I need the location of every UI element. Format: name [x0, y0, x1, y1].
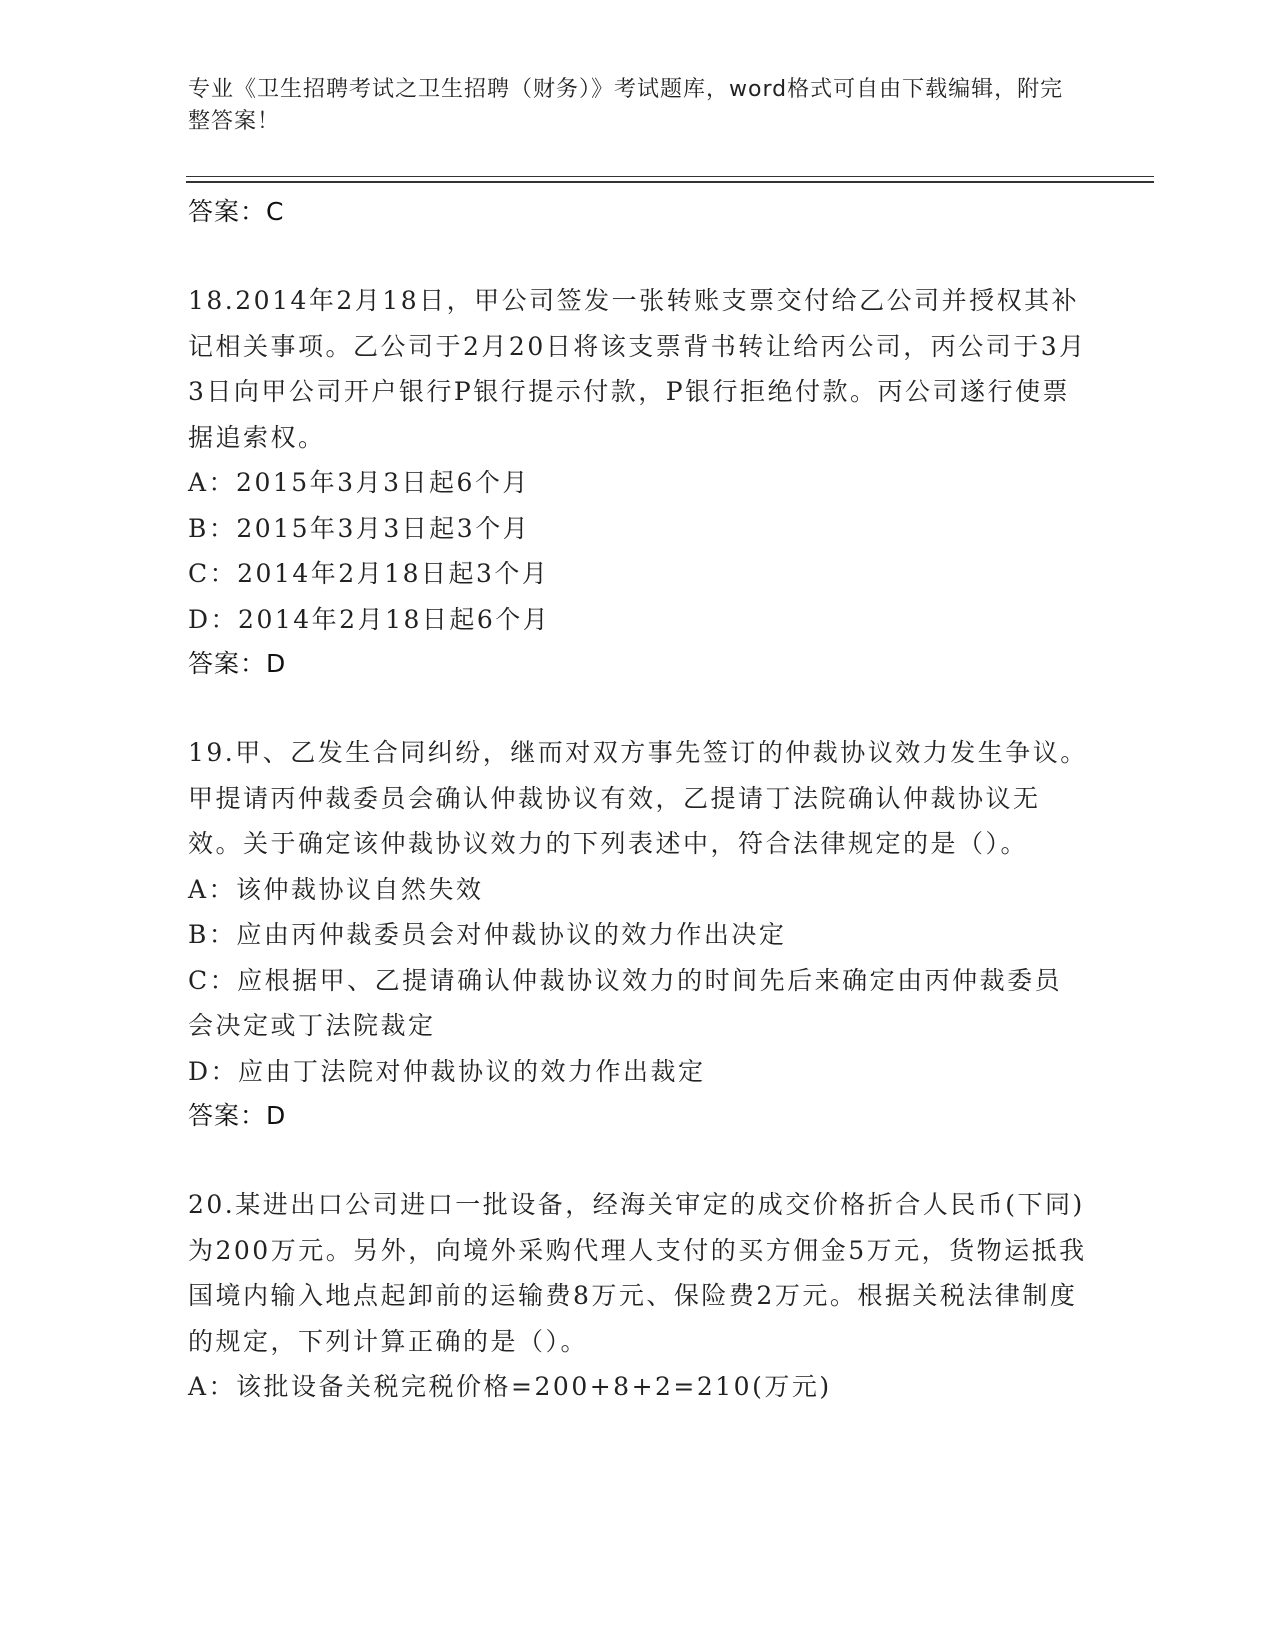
- option-d: D：应由丁法院对仲裁协议的效力作出裁定: [188, 1056, 706, 1086]
- option-b: B：2015年3月3日起3个月: [188, 513, 531, 543]
- document-body: [188, 190, 1088, 1410]
- question-stem: 18.2014年2月18日，甲公司签发一张转账支票交付给乙公司并授权其补记相关事项。乙公司于2月20日将该支票背书转让给丙公司，丙公司于3月3日向甲公司开户银行P银行提示付款，P银行拒绝付款。丙公司遂行使票据追索权。: [188, 286, 1087, 452]
- question-20: [188, 1182, 1088, 1410]
- header-rule-thick: [186, 181, 1154, 183]
- option-d: D：2014年2月18日起6个月: [188, 604, 551, 634]
- header-rule: [186, 176, 1154, 177]
- option-c: C：2014年2月18日起3个月: [188, 559, 550, 588]
- option-a: A：2015年3月3日起6个月: [188, 468, 530, 497]
- question-18: [188, 278, 1088, 686]
- option-c: C：应根据甲、乙提请确认仲裁协议效力的时间先后来确定由丙仲裁委员会决定或丁法院裁定: [188, 965, 1063, 1040]
- option-a: A：该批设备关税完税价格=200+8+2=210(万元): [188, 1372, 832, 1401]
- question-stem: 20.某进出口公司进口一批设备，经海关审定的成交价格折合人民币(下同)为200万元。另外，向境外采购代理人支付的买方佣金5万元，货物运抵我国境内输入地点起卸前的运输费8万元、保险费2万元。根据关税法律制度的规定，下列计算正确的是（）。: [188, 1190, 1087, 1356]
- answer-line: 答案：C: [188, 197, 285, 226]
- question-19: [188, 730, 1088, 1138]
- page-header: 专业《卫生招聘考试之卫生招聘（财务）》考试题库，word格式可自由下载编辑，附完整答案！: [188, 77, 1064, 134]
- question-stem: 19.甲、乙发生合同纠纷，继而对双方事先签订的仲裁协议效力发生争议。甲提请丙仲裁委员会确认仲裁协议有效，乙提请丁法院确认仲裁协议无效。关于确定该仲裁协议效力的下列表述中，符合法律规定的是（）。: [188, 738, 1088, 858]
- answer-line: 答案：D: [188, 649, 287, 678]
- answer-line: 答案：D: [188, 1101, 287, 1130]
- option-b: B：应由丙仲裁委员会对仲裁协议的效力作出决定: [188, 920, 787, 949]
- option-a: A：该仲裁协议自然失效: [188, 874, 484, 904]
